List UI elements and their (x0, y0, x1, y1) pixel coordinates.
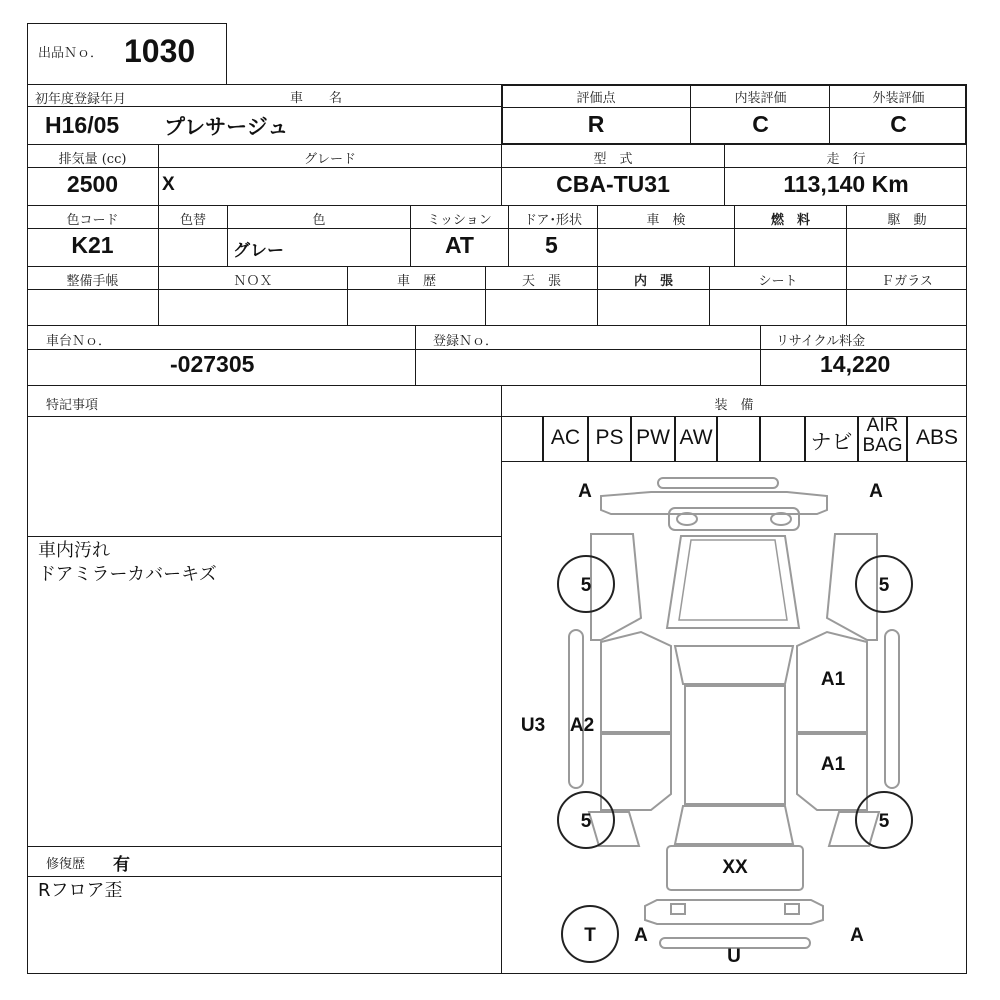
exterior-value: C (890, 111, 907, 137)
equipment-cell (805, 416, 858, 462)
mark-left-side: A2 (569, 715, 595, 736)
registration-label: 初年度登録年月 (35, 92, 127, 107)
equipment-item: ABS (915, 426, 959, 449)
recycle-value: 14,220 (820, 351, 891, 377)
grille (669, 508, 799, 530)
color-code-label: 色コード (66, 213, 119, 228)
equipment-item: AIR BAG (862, 415, 903, 456)
chassis-label: 車台Ｎｏ． (46, 334, 112, 349)
notes-header (27, 385, 502, 417)
equipment-cell (543, 416, 588, 462)
hood-inner (679, 540, 787, 620)
equipment-item: AW (679, 426, 713, 449)
tire-value-rear-left: 5 (580, 811, 592, 832)
rear-glass (675, 806, 793, 844)
mileage-label: 走 行 (826, 152, 866, 167)
rear-door-left (601, 734, 671, 810)
equipment-item: AC (550, 426, 581, 449)
mark-right-upper: A1 (820, 669, 846, 690)
sill-right (885, 630, 899, 788)
row1-divider (27, 84, 502, 107)
score-value: R (587, 111, 605, 137)
inspection-label: 車 検 (646, 213, 686, 228)
equipment-item: ナビ (810, 431, 853, 454)
mission-label: ミッション (427, 213, 492, 228)
mileage-value: 113,140 Km (783, 171, 909, 197)
color-value: グレー (233, 241, 284, 261)
roof-label: 天 張 (521, 274, 561, 289)
inner-label: 内 張 (633, 274, 673, 289)
tire-value-front-left: 5 (580, 575, 592, 596)
seat-label: シート (758, 274, 798, 289)
interior-value: C (752, 111, 769, 137)
equipment-cell (907, 416, 967, 462)
equipment-cell (501, 416, 543, 462)
equipment-cell (858, 416, 907, 462)
regno-label: 登録Ｎｏ． (433, 334, 499, 349)
tire-value-spare: T (584, 925, 596, 946)
color-change-label: 色替 (179, 213, 206, 228)
repair-flag: 有 (113, 855, 130, 875)
mission-value: AT (445, 232, 474, 258)
maint-label: 整備手帳 (66, 274, 119, 289)
front-fender-right (827, 534, 877, 640)
color-code-value: K21 (71, 232, 114, 258)
front-bumper-top (658, 478, 778, 488)
reflector-left (671, 904, 685, 914)
registration-value: H16/05 (45, 112, 120, 138)
exterior-label: 外装評価 (872, 91, 925, 106)
reflector-right (785, 904, 799, 914)
tire-value-front-right: 5 (878, 575, 890, 596)
score-label: 評価点 (576, 91, 616, 106)
fglass-label: Ｆガラス (881, 274, 933, 289)
equipment-cell (631, 416, 675, 462)
hood (667, 536, 799, 628)
mark-front-right: A (869, 481, 883, 502)
history-label: 車 歴 (396, 274, 436, 289)
doors-label: ドア･形状 (523, 213, 583, 228)
equipment-cell (717, 416, 760, 462)
note-line: 車内汚れ (38, 540, 110, 561)
fuel-label: 燃 料 (770, 213, 810, 228)
displacement-label: 排気量 (cc) (58, 152, 127, 167)
rear-fender-right (829, 812, 879, 846)
notes-text (38, 539, 217, 587)
doors-value: 5 (545, 232, 558, 258)
equipment-item: PS (595, 426, 624, 449)
grade-label: グレード (303, 152, 356, 167)
grade-value: X (162, 174, 175, 195)
mark-rear-left: A (634, 925, 648, 946)
tire-value-rear-right: 5 (878, 811, 890, 832)
roof (685, 686, 785, 804)
recycle-label: リサイクル料金 (776, 334, 866, 349)
repair-text: Rフロア歪 (38, 880, 123, 901)
repair-header (27, 846, 502, 877)
mark-front-left: A (578, 481, 592, 502)
equipment-cell (760, 416, 805, 462)
interior-label: 内装評価 (734, 91, 787, 106)
drive-label: 駆 動 (887, 213, 927, 228)
mark-right-lower: A1 (820, 754, 846, 775)
mark-left-outer: U3 (520, 715, 546, 736)
nox-label: ＮＯＸ (233, 274, 273, 289)
front-door-left (601, 632, 671, 732)
sill-left (569, 630, 583, 788)
displacement-value: 2500 (66, 171, 119, 197)
equipment-item: PW (636, 426, 670, 449)
lot-box (27, 23, 227, 85)
front-bumper (601, 492, 827, 514)
equipment-cell (588, 416, 631, 462)
mark-tail: XX (722, 857, 748, 878)
chassis-value: -027305 (170, 351, 255, 377)
lot-number: 1030 (124, 33, 196, 69)
repair-label: 修復歴 (46, 857, 86, 872)
car-diagram (501, 462, 967, 973)
model-value: CBA-TU31 (556, 171, 670, 197)
car-name-label: 車 名 (290, 91, 343, 106)
notes-label: 特記事項 (46, 398, 99, 413)
notes-divider (27, 536, 502, 537)
equipment-cell (675, 416, 717, 462)
model-label: 型 式 (593, 152, 633, 167)
mark-rear-bottom: U (727, 946, 741, 967)
car-name-value: プレサージュ (164, 115, 289, 139)
front-fender-left (591, 534, 641, 640)
color-label: 色 (312, 213, 326, 228)
lot-label: 出品Ｎｏ． (38, 46, 104, 61)
mark-rear-right: A (850, 925, 864, 946)
note-line: ドアミラーカバーキズ (38, 564, 217, 585)
windshield (675, 646, 793, 684)
equipment-label: 装 備 (714, 398, 754, 413)
